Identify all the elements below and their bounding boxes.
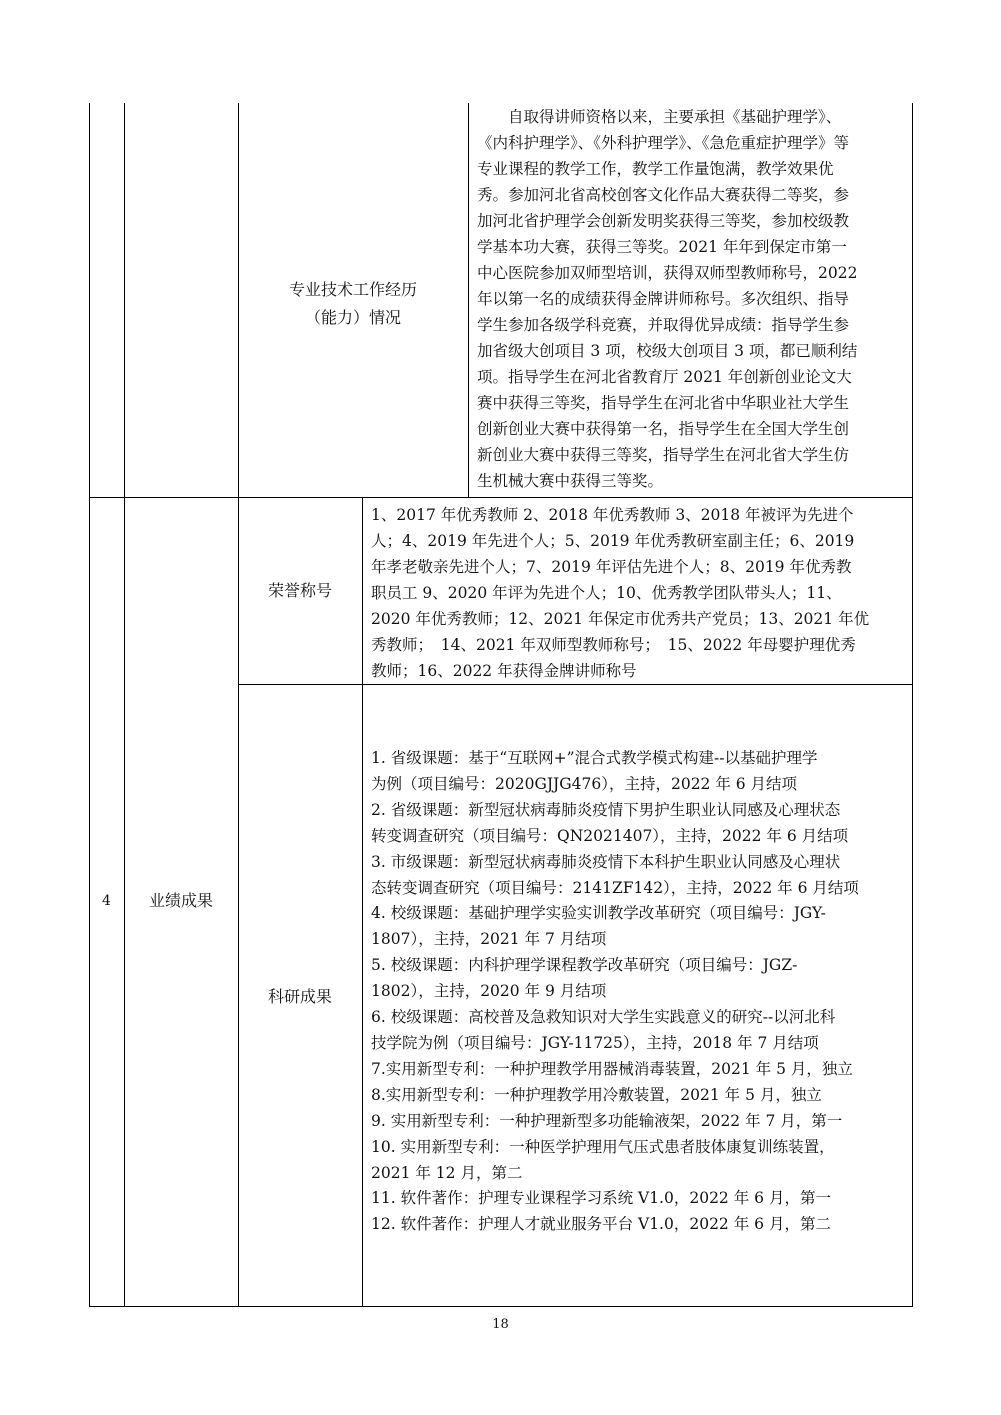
text-line: 秀。参加河北省高校创客文化作品大赛获得二等奖，参 xyxy=(477,186,850,204)
research-label: 科研成果 xyxy=(267,987,332,1006)
table-border xyxy=(912,103,913,1307)
text-line: 4. 校级课题：基础护理学实验实训教学改革研究（项目编号：JGY- xyxy=(371,904,826,923)
text-line: 6. 校级课题：高校普及急救知识对大学生实践意义的研究--以河北科 xyxy=(371,1008,836,1027)
text-line: 3. 市级课题：新型冠状病毒肺炎疫情下本科护生职业认同感及心理状 xyxy=(371,852,841,871)
text-line: 学基本功大赛，获得三等奖。2021 年年到保定市第一 xyxy=(477,238,847,256)
label-line: 专业技术工作经历 xyxy=(288,280,417,299)
table-border xyxy=(89,1306,913,1307)
text-line: 新创业大赛中获得三等奖，指导学生在河北省大学生仿 xyxy=(477,446,850,464)
table-border xyxy=(89,103,90,1307)
row-number: 4 xyxy=(102,893,111,909)
text-line: 自取得讲师资格以来，主要承担《基础护理学》、 xyxy=(477,108,842,126)
text-line: 创新创业大赛中获得第一名，指导学生在全国大学生创 xyxy=(477,420,850,438)
work-experience-content xyxy=(477,104,857,494)
text-line: 人；4、2019 年先进个人；5、2019 年优秀教研室副主任；6、2019 xyxy=(371,532,855,550)
text-line: 5. 校级课题：内科护理学课程教学改革研究（项目编号：JGZ- xyxy=(371,956,798,975)
honors-content xyxy=(371,502,869,684)
text-line: 态转变调查研究（项目编号：2141ZF142），主持，2022 年 6 月结项 xyxy=(371,878,859,897)
text-line: 10. 实用新型专利：一种医学护理用气压式患者肢体康复训练装置， xyxy=(371,1137,835,1156)
table-border xyxy=(238,684,913,685)
text-line: 11. 软件著作：护理专业课程学习系统 V1.0，2022 年 6 月，第一 xyxy=(371,1189,831,1208)
text-line: 8.实用新型专利：一种护理教学用冷敷装置，2021 年 5 月，独立 xyxy=(371,1085,822,1104)
text-line: 项。指导学生在河北省教育厅 2021 年创新创业论文大 xyxy=(477,368,852,386)
work-experience-label xyxy=(238,276,468,332)
text-line: 中心医院参加双师型培训，获得双师型教师称号，2022 xyxy=(477,264,858,282)
text-line: 2020 年优秀教师；12、2021 年保定市优秀共产党员；13、2021 年优 xyxy=(371,610,870,628)
text-line: 教师；16、2022 年获得金牌讲师称号 xyxy=(371,662,637,680)
text-line: 年孝老敬亲先进个人；7、2019 年评估先进个人；8、2019 年优秀教 xyxy=(371,558,852,576)
text-line: 生机械大赛中获得三等奖。 xyxy=(477,472,664,490)
text-line: 秀教师； 14、2021 年双师型教师称号； 15、2022 年母婴护理优秀 xyxy=(371,636,856,654)
table-border xyxy=(124,103,125,1307)
table-border xyxy=(362,497,363,1307)
row-category: 业绩成果 xyxy=(148,891,213,910)
research-content xyxy=(371,746,859,1238)
text-line: 2. 省级课题：新型冠状病毒肺炎疫情下男护生职业认同感及心理状态 xyxy=(371,800,841,819)
text-line: 加省级大创项目 3 项，校级大创项目 3 项，都已顺利结 xyxy=(477,342,858,360)
text-line: 9. 实用新型专利：一种护理新型多功能输液架，2022 年 7 月，第一 xyxy=(371,1111,843,1130)
text-line: 技学院为例（项目编号：JGY-11725），主持，2018 年 7 月结项 xyxy=(371,1033,819,1052)
page-number: 18 xyxy=(492,1317,509,1332)
text-line: 加河北省护理学会创新发明奖获得三等奖，参加校级教 xyxy=(477,212,850,230)
text-line: 1802），主持，2020 年 9 月结项 xyxy=(371,982,607,1001)
text-line: 学生参加各级学科竞赛，并取得优异成绩：指导学生参 xyxy=(477,316,850,334)
text-line: 7.实用新型专利：一种护理教学用器械消毒装置，2021 年 5 月，独立 xyxy=(371,1059,853,1078)
text-line: 1、2017 年优秀教师 2、2018 年优秀教师 3、2018 年被评为先进个 xyxy=(371,506,854,524)
text-line: 2021 年 12 月，第二 xyxy=(371,1163,523,1182)
text-line: 转变调查研究（项目编号：QN2021407），主持，2022 年 6 月结项 xyxy=(371,826,849,845)
text-line: 年以第一名的成绩获得金牌讲师称号。多次组织、指导 xyxy=(477,290,850,308)
table-border xyxy=(89,497,913,498)
honors-label: 荣誉称号 xyxy=(267,581,332,600)
table-border xyxy=(468,103,469,497)
text-line: 职员工 9、2020 年评为先进个人；10、优秀教学团队带头人；11、 xyxy=(371,584,842,602)
text-line: 赛中获得三等奖，指导学生在河北省中华职业社大学生 xyxy=(477,394,850,412)
label-line: （能力）情况 xyxy=(304,308,401,327)
text-line: 12. 软件著作：护理人才就业服务平台 V1.0，2022 年 6 月，第二 xyxy=(371,1215,831,1234)
text-line: 专业课程的教学工作，教学工作量饱满，教学效果优 xyxy=(477,160,834,178)
text-line: 《内科护理学》、《外科护理学》、《急危重症护理学》等 xyxy=(477,134,850,152)
text-line: 为例（项目编号：2020GJJG476），主持，2022 年 6 月结项 xyxy=(371,774,798,793)
text-line: 1. 省级课题：基于“互联网+”混合式教学模式构建--以基础护理学 xyxy=(371,749,818,767)
text-line: 1807），主持，2021 年 7 月结项 xyxy=(371,930,607,949)
